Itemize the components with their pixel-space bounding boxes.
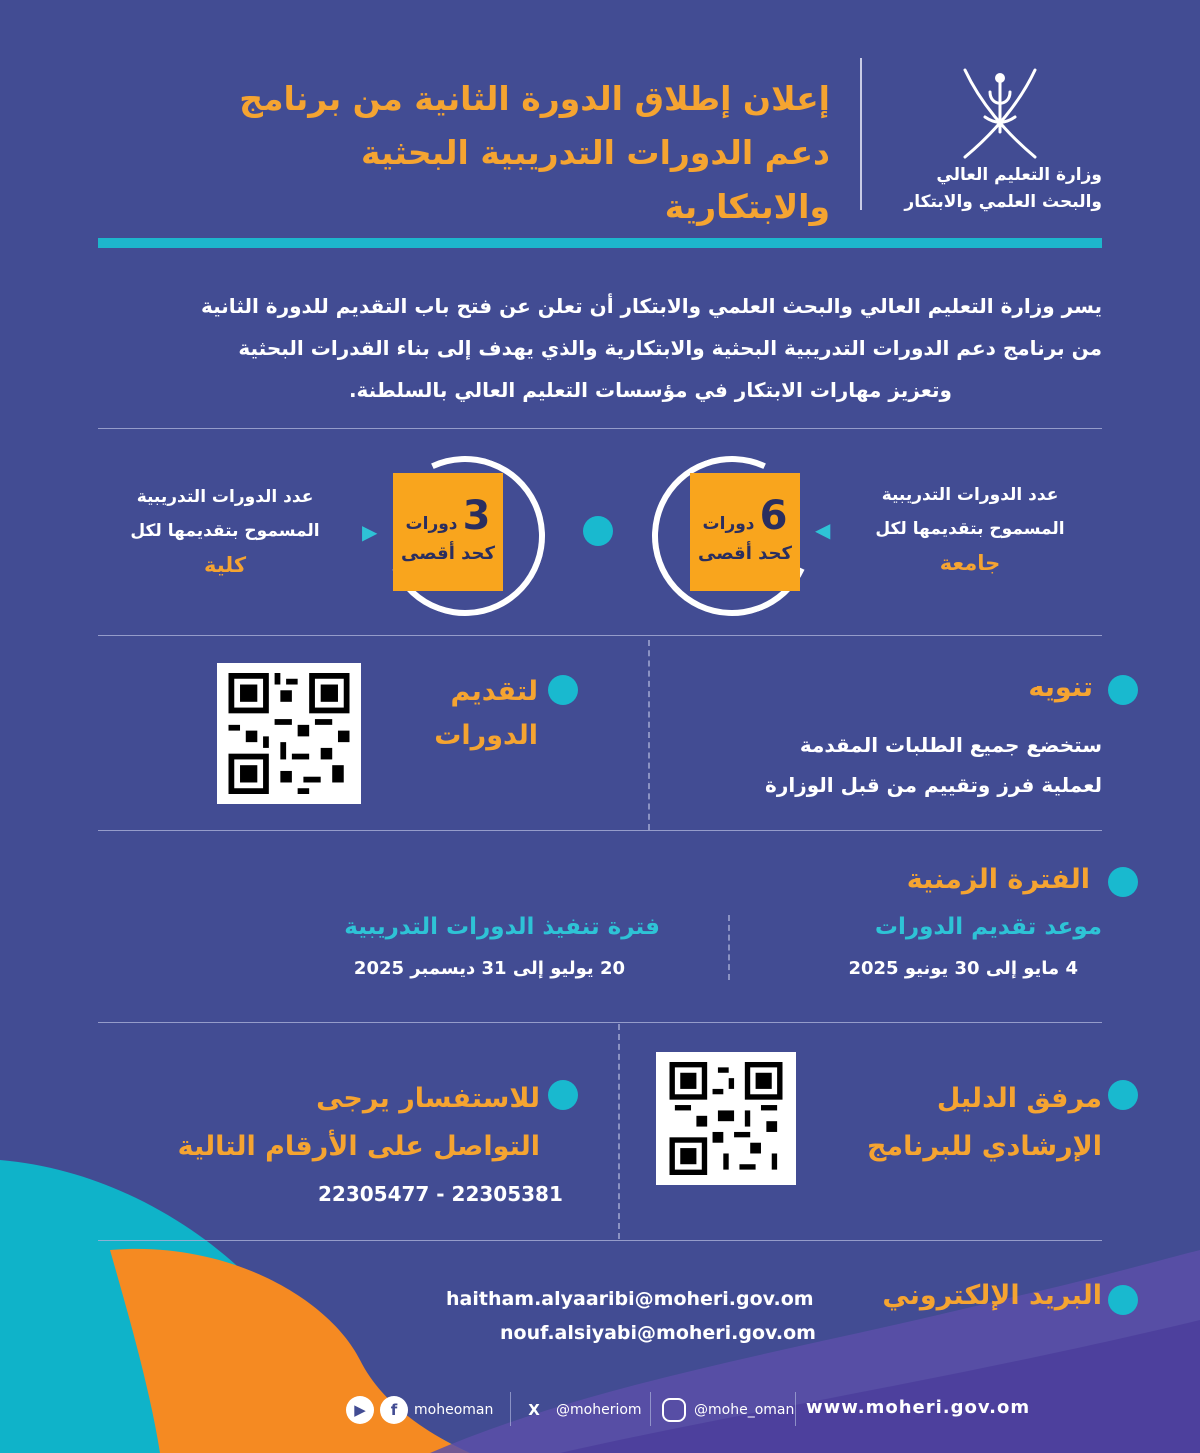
submission-dates: 4 مايو إلى 30 يونيو 2025	[848, 958, 1078, 979]
bullet-dot	[583, 516, 613, 546]
bullet-dot	[548, 1080, 578, 1110]
college-label-line-1: عدد الدورات التدريبية	[136, 487, 314, 507]
university-label-line-1: عدد الدورات التدريبية	[881, 485, 1059, 505]
header-divider	[860, 58, 862, 210]
facebook-icon: f	[380, 1396, 408, 1424]
college-entity: كلية	[203, 553, 247, 577]
divider	[98, 1022, 1102, 1023]
footer-separator	[650, 1392, 651, 1426]
x-icon: X	[528, 1401, 540, 1419]
divider	[98, 1240, 1102, 1241]
college-limit-badge	[393, 473, 503, 591]
execution-dates: 20 يوليو إلى 31 ديسمبر 2025	[353, 958, 625, 979]
guide-line-2: الإرشادي للبرنامج	[866, 1131, 1102, 1162]
college-limit-number: 3	[462, 493, 491, 539]
bullet-dot	[1108, 1285, 1138, 1315]
title-line-1: إعلان إطلاق الدورة الثانية من برنامج	[239, 79, 830, 118]
notice-title: تنويه	[1028, 672, 1093, 703]
title-line-2: دعم الدورات التدريبية البحثية	[360, 133, 830, 172]
divider	[98, 428, 1102, 429]
email-title: البريد الإلكتروني	[882, 1280, 1102, 1311]
footer-separator	[510, 1392, 511, 1426]
apply-line-1: لتقديم	[450, 676, 538, 707]
university-limit-label	[850, 478, 1090, 580]
dashed-divider	[618, 1024, 620, 1239]
inquiry-line-1: للاستفسار يرجى	[316, 1083, 540, 1114]
qr-code-icon	[666, 1062, 786, 1175]
intro-line-1: يسر وزارة التعليم العالي والبحث العلمي والابتكار أن تعلن عن فتح باب التقديم للدورة الثانية	[201, 294, 1102, 318]
email-address-2[interactable]: nouf.alsiyabi@moheri.gov.om	[500, 1322, 816, 1344]
dashed-divider	[728, 915, 730, 980]
notice-text	[765, 725, 1102, 805]
footer-separator	[795, 1392, 796, 1426]
notice-line-2: لعملية فرز وتقييم من قبل الوزارة	[765, 773, 1102, 797]
execution-title: فترة تنفيذ الدورات التدريبية	[344, 914, 660, 940]
bullet-dot	[1108, 1080, 1138, 1110]
youtube-icon: ▶	[346, 1396, 374, 1424]
college-label-line-2: المسموح بتقديمها لكل	[130, 521, 320, 541]
college-limit-label	[105, 480, 345, 582]
university-limit-unit: دورات	[702, 514, 755, 534]
qr-code-icon	[227, 673, 351, 794]
apply-line-2: الدورات	[434, 720, 538, 751]
timeline-title: الفترة الزمنية	[906, 864, 1090, 895]
apply-qr-code[interactable]	[217, 663, 361, 804]
arrow-right-icon: ▶	[362, 520, 378, 544]
university-limit-badge	[690, 473, 800, 591]
university-limit-max: كحد أقصى	[697, 543, 792, 564]
intro-line-3: وتعزيز مهارات الابتكار في مؤسسات التعليم العالي بالسلطنة.	[348, 378, 952, 402]
intro-line-2: من برنامج دعم الدورات التدريبية البحثية والابتكارية والذي يهدف إلى بناء القدرات البحثية	[238, 336, 1102, 360]
submission-title: موعد تقديم الدورات	[874, 914, 1102, 940]
facebook-youtube-link[interactable]	[346, 1395, 493, 1425]
apply-label	[434, 670, 538, 758]
guide-line-1: مرفق الدليل	[936, 1083, 1102, 1114]
bullet-dot	[1108, 675, 1138, 705]
divider	[98, 635, 1102, 636]
x-link[interactable]	[520, 1395, 642, 1425]
ministry-name	[904, 162, 1102, 216]
website-link[interactable]: www.moheri.gov.om	[806, 1397, 1031, 1418]
x-handle: @moheriom	[556, 1402, 642, 1418]
notice-line-1: ستخضع جميع الطلبات المقدمة	[799, 733, 1102, 757]
university-label-line-2: المسموح بتقديمها لكل	[875, 519, 1065, 539]
facebook-youtube-handle: moheoman	[414, 1402, 494, 1418]
university-limit-number: 6	[759, 493, 788, 539]
inquiry-label	[178, 1075, 540, 1171]
oman-emblem-icon	[945, 62, 1055, 162]
instagram-handle: @mohe_oman	[694, 1402, 795, 1418]
bullet-dot	[1108, 867, 1138, 897]
instagram-link[interactable]	[662, 1395, 794, 1425]
divider	[98, 830, 1102, 831]
title-line-3: والابتكارية	[664, 187, 830, 226]
dashed-divider	[648, 640, 650, 830]
instagram-icon	[662, 1398, 686, 1422]
email-address-1[interactable]: haitham.alyaaribi@moheri.gov.om	[446, 1288, 814, 1310]
university-entity: جامعة	[939, 551, 1001, 575]
page-title	[239, 72, 830, 234]
arrow-left-icon: ◀	[815, 518, 831, 542]
college-limit-unit: دورات	[405, 514, 458, 534]
guide-qr-code[interactable]	[656, 1052, 796, 1185]
ministry-line-1: وزارة التعليم العالي	[936, 165, 1102, 185]
college-limit-max: كحد أقصى	[400, 543, 495, 564]
intro-paragraph	[98, 285, 1102, 411]
ministry-line-2: والبحث العلمي والابتكار	[904, 192, 1102, 212]
bullet-dot	[548, 675, 578, 705]
title-underline	[98, 238, 1102, 248]
inquiry-phones: 22305477 - 22305381	[318, 1182, 563, 1206]
inquiry-line-2: التواصل على الأرقام التالية	[177, 1131, 540, 1162]
guide-label	[867, 1075, 1102, 1171]
